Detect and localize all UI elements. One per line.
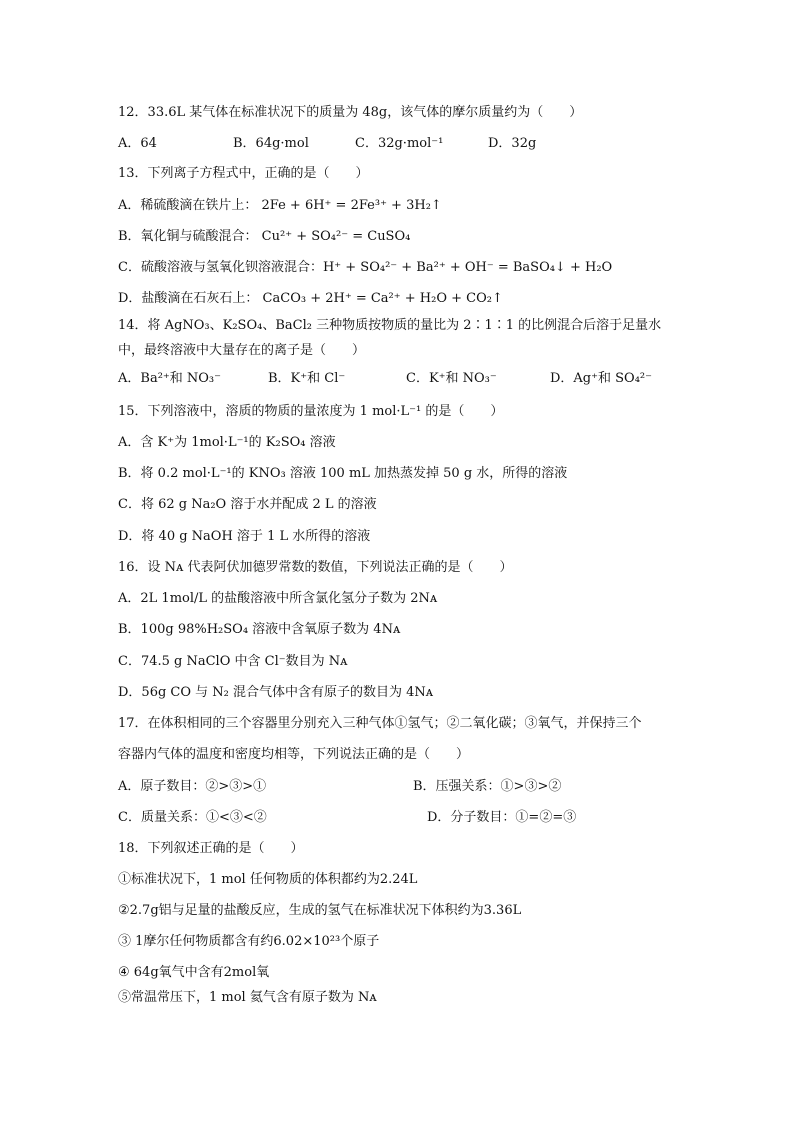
q14-option-b: B．K⁺和 Cl⁻ (268, 371, 346, 386)
q15-stem: 15．下列溶液中，溶质的物质的量浓度为 1 mol·L⁻¹ 的是（ ） (118, 404, 504, 419)
q16-option-b: B．100g 98%H₂SO₄ 溶液中含氧原子数为 4Nᴀ (118, 622, 401, 637)
q14-option-a: A．Ba²⁺和 NO₃⁻ (118, 371, 222, 386)
q12-option-b: B．64g·mol (233, 136, 309, 151)
q15-option-a: A．含 K⁺为 1mol·L⁻¹的 K₂SO₄ 溶液 (118, 435, 336, 450)
q14-stem-line1: 14．将 AgNO₃、K₂SO₄、BaCl₂ 三种物质按物质的量比为 2∶1∶1 的比例混合后溶于足量水 (118, 318, 662, 333)
q16-option-c: C．74.5 g NaClO 中含 Cl⁻数目为 Nᴀ (118, 654, 348, 669)
q13-option-b: B．氧化铜与硫酸混合： Cu²⁺ + SO₄²⁻ = CuSO₄ (118, 229, 411, 244)
q18-stem: 18．下列叙述正确的是（ ） (118, 841, 304, 856)
q17-stem-line1: 17．在体积相同的三个容器里分别充入三种气体①氢气；②二氧化碳；③氧气，并保持三个 (118, 716, 642, 731)
q17-option-b: B．压强关系：①>③>② (413, 779, 562, 794)
q13-option-c: C．硫酸溶液与氢氧化钡溶液混合：H⁺ + SO₄²⁻ + Ba²⁺ + OH⁻ = BaSO₄↓ + H₂O (118, 260, 613, 275)
q12-option-a: A．64 (118, 136, 157, 151)
q14-option-c: C．K⁺和 NO₃⁻ (406, 371, 497, 386)
q15-option-c: C．将 62 g Na₂O 溶于水并配成 2 L 的溶液 (118, 497, 377, 512)
q18-item-1: ①标准状况下，1 mol 任何物质的体积都约为2.24L (118, 872, 418, 887)
q17-option-a: A．原子数目：②>③>① (118, 779, 267, 794)
q18-item-5: ⑤常温常压下，1 mol 氦气含有原子数为 Nᴀ (118, 990, 377, 1005)
q13-option-d: D．盐酸滴在石灰石上： CaCO₃ + 2H⁺ = Ca²⁺ + H₂O + CO₂↑ (118, 291, 503, 306)
q18-item-4: ④ 64g氧气中含有2mol氧 (118, 965, 270, 980)
q14-option-d: D．Ag⁺和 SO₄²⁻ (550, 371, 652, 386)
q16-option-a: A．2L 1mol/L 的盐酸溶液中所含氯化氢分子数为 2Nᴀ (118, 591, 438, 606)
q16-option-d: D．56g CO 与 N₂ 混合气体中含有原子的数目为 4Nᴀ (118, 685, 434, 700)
q17-stem-line2: 容器内气体的温度和密度均相等，下列说法正确的是（ ） (118, 747, 470, 762)
q17-option-d: D．分子数目：①=②=③ (427, 810, 577, 825)
q13-option-a: A．稀硫酸滴在铁片上： 2Fe + 6H⁺ = 2Fe³⁺ + 3H₂↑ (118, 198, 442, 213)
q13-stem: 13．下列离子方程式中，正确的是（ ） (118, 166, 369, 181)
q12-option-d: D．32g (488, 136, 537, 151)
q15-option-b: B．将 0.2 mol·L⁻¹的 KNO₃ 溶液 100 mL 加热蒸发掉 50 g 水，所得的溶液 (118, 466, 568, 481)
q12-stem: 12．33.6L 某气体在标准状况下的质量为 48g，该气体的摩尔质量约为（ ） (118, 105, 583, 120)
q18-item-2: ②2.7g铝与足量的盐酸反应，生成的氢气在标准状况下体积约为3.36L (118, 903, 522, 918)
q17-option-c: C．质量关系：①<③<② (118, 810, 267, 825)
q18-item-3: ③ 1摩尔任何物质都含有约6.02×10²³个原子 (118, 934, 380, 949)
q16-stem: 16．设 Nᴀ 代表阿伏加德罗常数的数值，下列说法正确的是（ ） (118, 560, 513, 575)
q15-option-d: D．将 40 g NaOH 溶于 1 L 水所得的溶液 (118, 529, 371, 544)
q12-option-c: C．32g·mol⁻¹ (355, 136, 444, 151)
q14-stem-line2: 中，最终溶液中大量存在的离子是（ ） (118, 343, 366, 358)
